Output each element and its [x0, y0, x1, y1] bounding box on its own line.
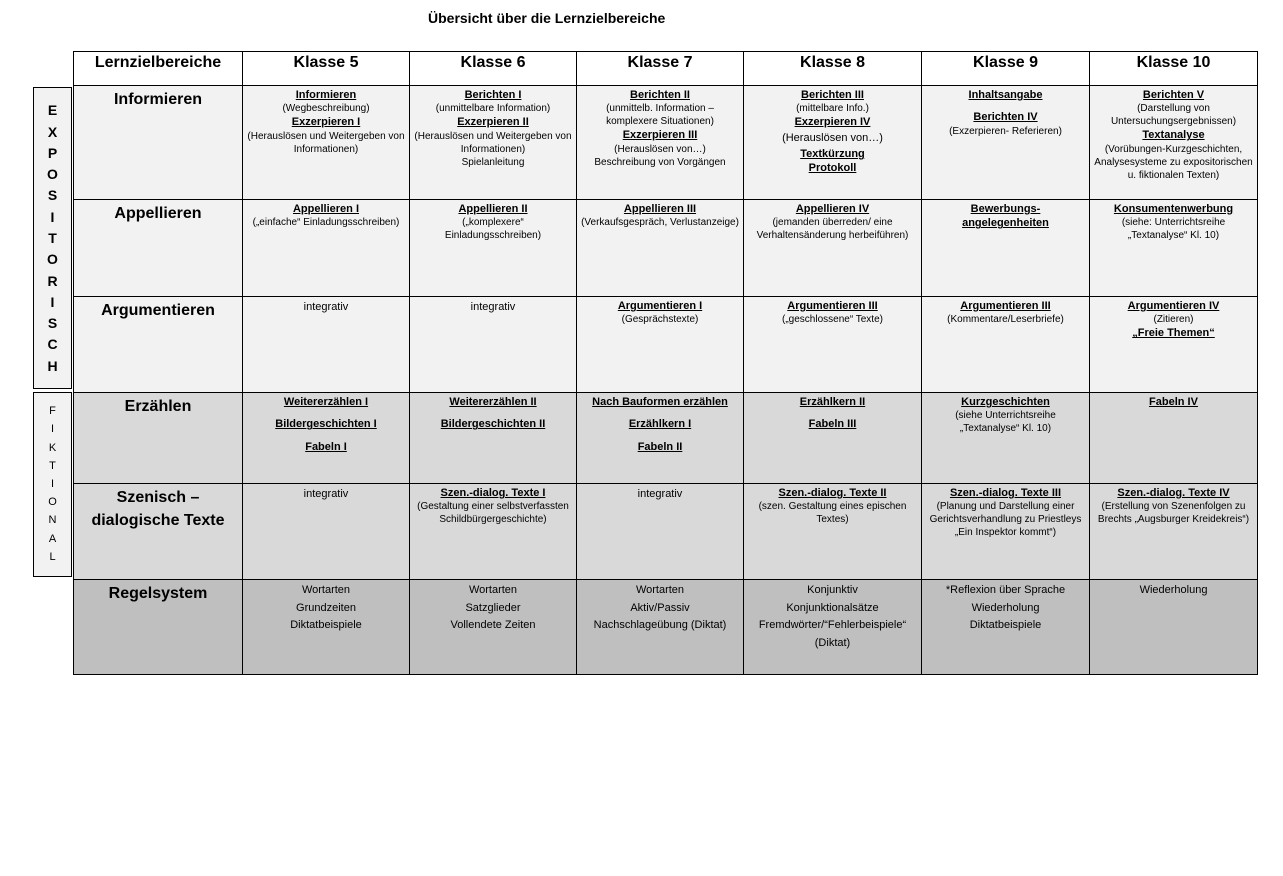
row-label-erzählen: Erzählen: [74, 393, 243, 484]
cell-detail: (Planung und Darstellung einer Gerichtsverhandlung zu Priestleys „Ein Inspektor kommt“): [929, 501, 1082, 539]
lernziel-table: [73, 51, 1258, 675]
table-cell: [744, 200, 922, 297]
cell-topic: Appellieren II: [458, 203, 528, 215]
cell-topic: Argumentieren III: [960, 300, 1051, 312]
side-letter: I: [50, 477, 55, 490]
cell-topic: Berichten IV: [973, 111, 1038, 124]
cell-topic: „Freie Themen“: [1132, 327, 1215, 340]
cell-topic: Exzerpieren I: [291, 116, 361, 129]
table-cell: [410, 393, 577, 484]
cell-text: Wortarten: [635, 584, 685, 596]
cell-text: Grundzeiten: [296, 601, 356, 614]
cell-topic: Informieren: [295, 89, 357, 101]
cell-topic: Textkürzung: [800, 148, 865, 161]
table-cell: [1090, 393, 1258, 484]
cell-detail: (Darstellung von Untersuchungsergebnissen): [1110, 103, 1237, 128]
cell-text: (Herauslösen von…): [782, 131, 883, 144]
cell-text: Wortarten: [301, 584, 351, 596]
cell-detail: (Herauslösen und Weitergeben von Informationen): [414, 130, 572, 155]
cell-topic: Appellieren I: [292, 203, 360, 215]
cell-topic: Berichten II: [630, 89, 690, 101]
cell-text: integrativ: [637, 488, 683, 500]
row-label-regelsystem: Regelsystem: [74, 580, 243, 675]
table-cell: [1090, 86, 1258, 200]
table-cell: [922, 297, 1090, 393]
cell-text: Wiederholung: [1139, 584, 1208, 596]
cell-text: Diktatbeispiele: [969, 619, 1042, 632]
table-cell: [410, 297, 577, 393]
cell-topic: Szen.-dialog. Texte II: [778, 487, 887, 499]
table-cell: [577, 200, 744, 297]
cell-detail: (Vorübungen-Kurzgeschichten, Analysesysteme zu expositorischen u. fiktionalen Texten): [1094, 143, 1253, 181]
cell-detail: („komplexere“ Einladungsschreiben): [444, 217, 542, 242]
cell-detail: (Zitieren): [1153, 314, 1194, 326]
cell-topic: Exzerpieren II: [457, 116, 529, 129]
table-cell: [1090, 580, 1258, 675]
table-row: [74, 393, 1258, 484]
side-label-expositorisch: [33, 87, 72, 389]
cell-topic: Fabeln IV: [1149, 396, 1198, 408]
header-klasse-7: Klasse 7: [577, 52, 744, 86]
table-cell: [410, 200, 577, 297]
cell-text: integrativ: [303, 488, 349, 500]
table-cell: [1090, 297, 1258, 393]
table-cell: [243, 86, 410, 200]
table-cell: [243, 580, 410, 675]
table-cell: [243, 484, 410, 580]
table-cell: [410, 580, 577, 675]
side-letter: O: [47, 166, 58, 183]
cell-detail: (szen. Gestaltung eines epischen Textes): [758, 501, 907, 526]
cell-topic: Berichten I: [464, 89, 522, 101]
side-letter: O: [48, 496, 57, 509]
cell-text: Satzglieder: [465, 601, 521, 614]
header-row: [74, 52, 1258, 86]
side-letter: N: [48, 514, 57, 527]
table-row: [74, 580, 1258, 675]
cell-topic: Erzählkern II: [799, 396, 866, 408]
side-letter: P: [47, 144, 58, 161]
header-klasse-6: Klasse 6: [410, 52, 577, 86]
table-cell: [243, 393, 410, 484]
cell-text: Aktiv/Passiv: [630, 601, 690, 614]
cell-text: (Diktat): [814, 636, 851, 649]
cell-text: Wiederholung: [971, 601, 1040, 614]
table-cell: [577, 484, 744, 580]
cell-detail: (mittelbare Info.): [796, 103, 869, 115]
table-cell: [744, 297, 922, 393]
cell-topic: angelegenheiten: [962, 217, 1049, 230]
table-cell: [577, 580, 744, 675]
table-cell: [1090, 200, 1258, 297]
table-row: [74, 86, 1258, 200]
cell-detail: (Kommentare/Leserbriefe): [947, 314, 1064, 326]
cell-detail: (jemanden überreden/ eine Verhaltensänderung herbeiführen): [756, 217, 909, 242]
cell-topic: Argumentieren III: [787, 300, 878, 312]
table-cell: [922, 484, 1090, 580]
cell-text: integrativ: [470, 301, 516, 313]
cell-text: integrativ: [303, 301, 349, 313]
cell-topic: Berichten V: [1142, 89, 1205, 101]
cell-topic: Szen.-dialog. Texte IV: [1117, 487, 1230, 499]
header-klasse-8: Klasse 8: [744, 52, 922, 86]
cell-topic: Appellieren IV: [795, 203, 870, 215]
cell-detail: (Wegbeschreibung): [282, 103, 370, 115]
cell-topic: Exzerpieren III: [622, 129, 698, 142]
side-letter: H: [47, 357, 58, 374]
cell-text: Fremdwörter/“Fehlerbeispiele“: [758, 619, 907, 632]
side-letter: F: [49, 405, 56, 418]
header-klasse-9: Klasse 9: [922, 52, 1090, 86]
side-letter: T: [48, 229, 57, 246]
row-label-informieren: Informieren: [74, 86, 243, 200]
table-cell: [744, 86, 922, 200]
table-cell: [577, 297, 744, 393]
cell-topic: Argumentieren I: [617, 300, 703, 312]
cell-topic: Inhaltsangabe: [968, 89, 1043, 101]
cell-topic: Exzerpieren IV: [794, 116, 871, 129]
table-cell: [243, 297, 410, 393]
cell-topic: Szen.-dialog. Texte III: [949, 487, 1062, 499]
side-letter: I: [50, 208, 55, 225]
row-label-appellieren: Appellieren: [74, 200, 243, 297]
cell-topic: Berichten III: [801, 89, 864, 101]
table-cell: [744, 393, 922, 484]
document-title: Übersicht über die Lernzielbereiche: [428, 10, 666, 26]
table-row: [74, 484, 1258, 580]
cell-topic: Fabeln III: [808, 418, 857, 431]
table-cell: [922, 580, 1090, 675]
cell-text: Vollendete Zeiten: [450, 619, 536, 632]
table-cell: [1090, 484, 1258, 580]
cell-detail: („einfache“ Einladungsschreiben): [252, 217, 400, 229]
cell-detail: (unmittelb. Information – komplexere Situationen): [606, 103, 714, 128]
side-letter: S: [47, 187, 58, 204]
cell-topic: Appellieren III: [623, 203, 697, 215]
side-letter: X: [47, 123, 58, 140]
cell-topic: Konsumentenwerbung: [1113, 203, 1234, 215]
cell-topic: Weitererzählen I: [283, 396, 369, 408]
cell-detail: (unmittelbare Information): [435, 103, 551, 115]
cell-topic: Nach Bauformen erzählen: [592, 396, 728, 408]
side-letter: R: [47, 272, 58, 289]
side-label-fiktional: [33, 392, 72, 577]
cell-topic: Kurzgeschichten: [961, 396, 1050, 408]
cell-topic: Szen.-dialog. Texte I: [440, 487, 546, 499]
table-row: [74, 200, 1258, 297]
cell-detail: (Erstellung von Szenenfolgen zu Brechts „Augsburger Kreidekreis“): [1097, 501, 1250, 526]
cell-detail: (siehe: Unterrichtsreihe „Textanalyse“ Kl. 10): [1121, 217, 1226, 242]
cell-detail: Spielanleitung: [461, 156, 525, 168]
side-letter: E: [47, 102, 58, 119]
cell-detail: (siehe Unterrichtsreihe „Textanalyse“ Kl. 10): [955, 410, 1056, 435]
side-letter: K: [48, 441, 57, 454]
side-letter: C: [47, 336, 58, 353]
table-cell: [577, 86, 744, 200]
table-cell: [922, 393, 1090, 484]
cell-detail: („geschlossene“ Texte): [782, 314, 883, 326]
cell-topic: Bewerbungs-: [970, 203, 1041, 215]
cell-detail: (Exzerpieren- Referieren): [949, 125, 1062, 137]
cell-detail: (Herauslösen und Weitergeben von Informationen): [247, 130, 405, 155]
side-letter: O: [47, 251, 58, 268]
cell-detail: (Gestaltung einer selbstverfassten Schildbürgergeschichte): [417, 501, 569, 526]
table-cell: [577, 393, 744, 484]
cell-text: *Reflexion über Sprache: [945, 584, 1066, 596]
side-letter: I: [50, 423, 55, 436]
cell-topic: Fabeln I: [305, 440, 347, 453]
cell-topic: Bildergeschichten I: [275, 418, 377, 431]
side-letter: T: [49, 459, 56, 472]
side-letter: L: [49, 550, 56, 563]
table-cell: [922, 200, 1090, 297]
header-klasse-10: Klasse 10: [1090, 52, 1258, 86]
side-letter: S: [47, 315, 58, 332]
cell-detail: Beschreibung von Vorgängen: [594, 156, 726, 168]
cell-topic: Bildergeschichten II: [440, 418, 546, 431]
cell-text: Konjunktiv: [807, 584, 858, 596]
cell-text: Konjunktionalsätze: [786, 601, 879, 614]
header-lernzielbereiche: Lernzielbereiche: [74, 52, 243, 86]
side-letter: I: [50, 293, 55, 310]
table-row: [74, 297, 1258, 393]
table-cell: [410, 484, 577, 580]
cell-topic: Textanalyse: [1142, 129, 1205, 142]
cell-topic: Erzählkern I: [628, 418, 692, 431]
header-klasse-5: Klasse 5: [243, 52, 410, 86]
cell-topic: Protokoll: [808, 162, 857, 175]
cell-text: Diktatbeispiele: [290, 619, 362, 632]
table-cell: [922, 86, 1090, 200]
row-label-argumentieren: Argumentieren: [74, 297, 243, 393]
cell-text: Wortarten: [468, 584, 518, 596]
cell-detail: (Verkaufsgespräch, Verlustanzeige): [581, 217, 739, 229]
cell-text: Nachschlageübung (Diktat): [593, 619, 727, 632]
cell-detail: (Gesprächstexte): [621, 314, 699, 326]
side-letter: A: [48, 532, 57, 545]
row-label-szenisch-dialogische-texte: Szenisch – dialogische Texte: [74, 484, 243, 580]
table-cell: [410, 86, 577, 200]
cell-topic: Argumentieren IV: [1127, 300, 1220, 312]
cell-topic: Weitererzählen II: [449, 396, 537, 408]
table-cell: [744, 484, 922, 580]
table-cell: [744, 580, 922, 675]
cell-topic: Fabeln II: [637, 440, 683, 453]
table-cell: [243, 200, 410, 297]
cell-detail: (Herauslösen von…): [614, 143, 706, 155]
